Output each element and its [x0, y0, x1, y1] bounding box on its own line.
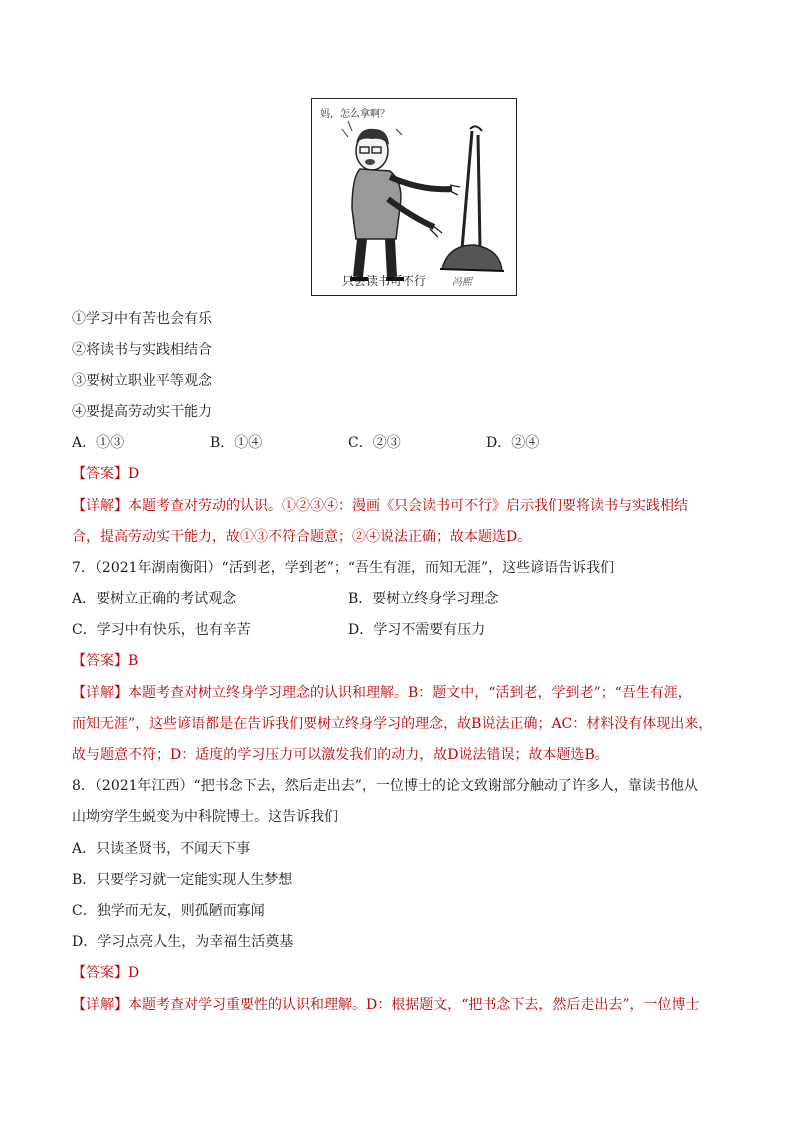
q8-option-a: A．只读圣贤书，不闻天下事: [72, 841, 251, 857]
q6-answer: 【答案】D: [72, 466, 140, 482]
q8-stem-line-2: 山坳穷学生蜕变为中科院博士。这告诉我们: [72, 809, 338, 825]
q6-option-c: C．②③: [348, 435, 401, 451]
q7-option-b: B．要树立终身学习理念: [348, 591, 499, 607]
q7-detail-line-2: 而知无涯”，这些谚语都是在告诉我们要树立终身学习的理念，故B说法正确；AC：材料没有体现出来，: [72, 716, 713, 732]
q7-option-d: D．学习不需要有压力: [348, 622, 486, 638]
cartoon-caption: 只会读书可不行: [342, 274, 427, 288]
statement-2: ②将读书与实践相结合: [72, 342, 212, 358]
q8-option-c: C．独学而无友，则孤陋而寡闻: [72, 903, 265, 919]
q7-detail-line-1: 【详解】本题考查对树立终身学习理念的认识和理解。B：题文中，“活到老，学到老”；“吾生有涯，: [72, 685, 692, 701]
q8-answer: 【答案】D: [72, 965, 140, 981]
q7-option-a: A．要树立正确的考试观念: [72, 591, 237, 607]
q6-detail-line-2: 合，提高劳动实干能力，故①③不符合题意；②④说法正确；故本题选D。: [72, 529, 532, 545]
q7-detail-line-3: 故与题意不符；D：适度的学习压力可以激发我们的动力，故D说法错误；故本题选B。: [72, 747, 609, 763]
q8-option-d: D．学习点亮人生，为幸福生活奠基: [72, 934, 294, 950]
q7-stem: 7．（2021年湖南衡阳）“活到老，学到老”；“吾生有涯，而知无涯”，这些谚语告诉我们: [72, 560, 615, 576]
q7-option-c: C．学习中有快乐，也有辛苦: [72, 622, 251, 638]
cartoon-signature: 冯熙: [452, 277, 472, 288]
q7-answer: 【答案】B: [72, 653, 139, 669]
cartoon-image: [311, 98, 517, 296]
cartoon-speech-text: 妈，怎么拿啊？: [320, 109, 390, 120]
statement-3: ③要树立职业平等观念: [72, 373, 212, 389]
statement-4: ④要提高劳动实干能力: [72, 404, 212, 420]
statement-1: ①学习中有苦也会有乐: [72, 311, 212, 327]
q8-option-b: B．只要学习就一定能实现人生梦想: [72, 872, 293, 888]
q8-stem-line-1: 8．（2021年江西）“把书念下去，然后走出去”，一位博士的论文致谢部分触动了许多人，靠读书他从: [72, 778, 698, 794]
q6-option-a: A．①③: [72, 435, 125, 451]
q6-detail-line-1: 【详解】本题考查对劳动的认识。①②③④：漫画《只会读书可不行》启示我们要将读书与实践相结: [72, 498, 688, 514]
q6-option-b: B．①④: [210, 435, 263, 451]
q8-detail-line-1: 【详解】本题考查对学习重要性的认识和理解。D：根据题文，“把书念下去，然后走出去”，一位博士: [72, 997, 700, 1013]
cartoon-drawing: [312, 99, 516, 295]
q6-option-d: D．②④: [486, 435, 540, 451]
